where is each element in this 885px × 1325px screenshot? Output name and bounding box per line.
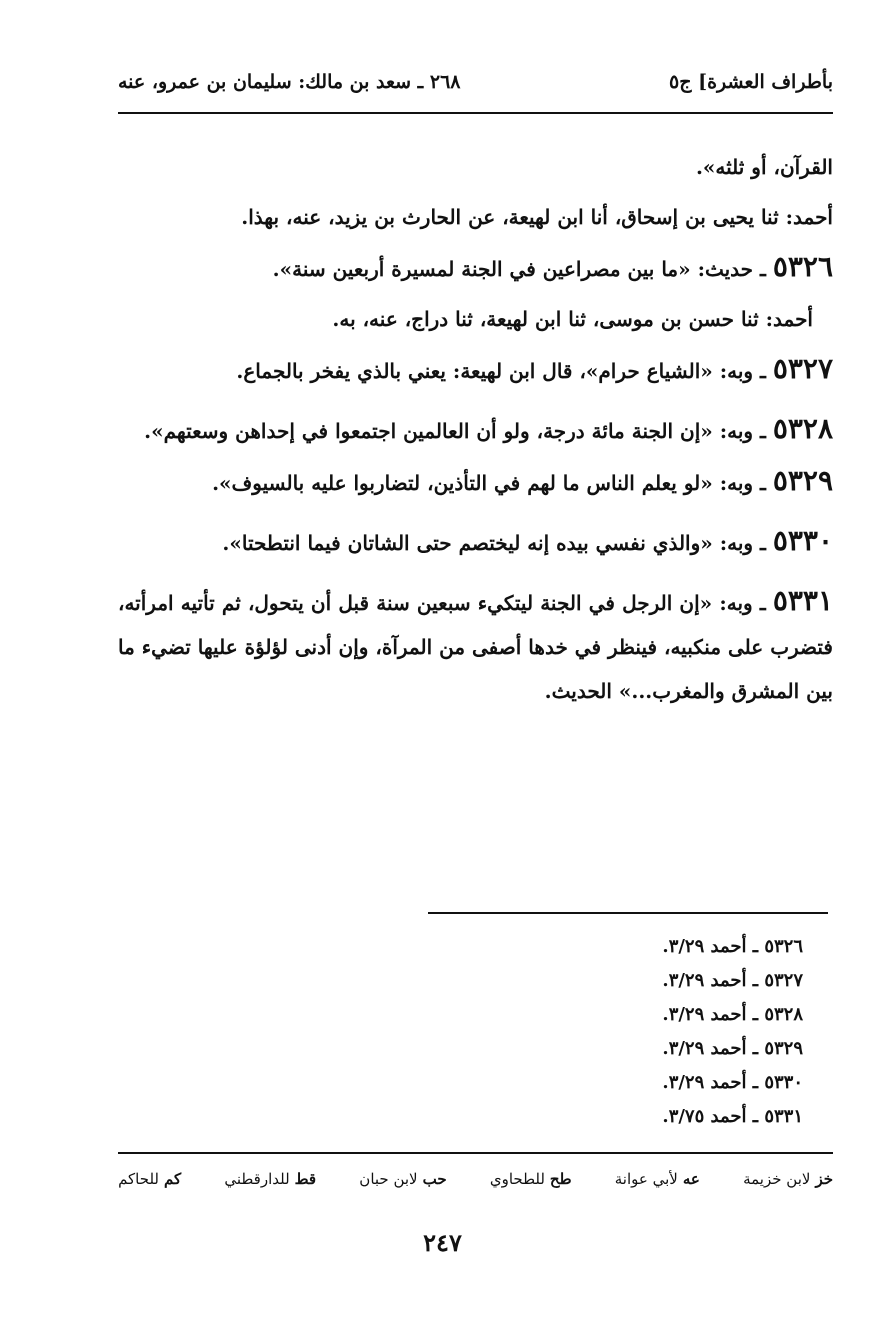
hadith-number: ٥٣٢٧ xyxy=(772,352,833,385)
hadith-entry xyxy=(118,245,833,291)
paragraph xyxy=(118,145,833,189)
abbreviation-legend xyxy=(118,1170,833,1188)
legend-code: عه xyxy=(682,1170,700,1188)
legend-label: للطحاوي xyxy=(489,1170,545,1188)
legend-code: طح xyxy=(549,1170,572,1188)
legend-item xyxy=(118,1170,181,1188)
legend-code: كم xyxy=(163,1170,182,1188)
paragraph xyxy=(118,195,833,239)
paragraph-text: أحمد: ثنا حسن بن موسى، ثنا ابن لهيعة، ثنا دراج، عنه، به. xyxy=(332,307,813,331)
legend-item xyxy=(490,1170,572,1188)
hadith-number: ٥٣٢٨ xyxy=(772,412,833,445)
hadith-number: ٥٣٢٦ xyxy=(772,250,833,283)
footnote-item: ٥٣٢٦ ـ أحمد ٣/٢٩. xyxy=(662,936,803,957)
paragraph-text: القرآن، أو ثلثه». xyxy=(695,155,833,179)
legend-divider xyxy=(118,1152,833,1154)
footnote-item: ٥٣٢٧ ـ أحمد ٣/٢٩. xyxy=(662,970,803,991)
footnote-item: ٥٣٣١ ـ أحمد ٣/٧٥. xyxy=(662,1106,803,1127)
header-section-title: ٢٦٨ ـ سعد بن مالك: سليمان بن عمرو، عنه xyxy=(118,71,461,93)
legend-item xyxy=(743,1170,833,1188)
hadith-number: ٥٣٣٠ xyxy=(772,524,833,557)
hadith-entry xyxy=(118,347,833,393)
legend-item xyxy=(615,1170,700,1188)
legend-code: حب xyxy=(422,1170,447,1188)
legend-item xyxy=(359,1170,446,1188)
legend-label: لأبي عوانة xyxy=(614,1170,678,1188)
paragraph xyxy=(118,297,833,341)
footnotes xyxy=(662,930,803,1134)
legend-label: لابن حبان xyxy=(359,1170,418,1188)
legend-code: خز xyxy=(815,1170,833,1188)
hadith-entry xyxy=(118,407,833,453)
footnote-item: ٥٣٣٠ ـ أحمد ٣/٢٩. xyxy=(662,1072,803,1093)
hadith-entry xyxy=(118,459,833,505)
footnote-item: ٥٣٢٩ ـ أحمد ٣/٢٩. xyxy=(662,1038,803,1059)
paragraph-text: أحمد: ثنا يحيى بن إسحاق، أنا ابن لهيعة، عن الحارث بن يزيد، عنه، بهذا. xyxy=(241,205,833,229)
hadith-text: ـ وبه: «والذي نفسي بيده إنه ليختصم حتى الشاتان فيما انتطحتا». xyxy=(222,531,773,555)
hadith-text: ـ حديث: «ما بين مصراعين في الجنة لمسيرة أربعين سنة». xyxy=(272,257,773,281)
header-book-title: بأطراف العشرة] ج٥ xyxy=(669,71,833,93)
legend-label: للحاكم xyxy=(118,1170,159,1188)
main-text xyxy=(118,145,833,719)
page-number: ٢٤٧ xyxy=(423,1228,462,1257)
legend-item xyxy=(224,1170,316,1188)
legend-code: قط xyxy=(294,1170,317,1188)
hadith-entry xyxy=(118,579,833,713)
legend-label: لابن خزيمة xyxy=(743,1170,811,1188)
running-header xyxy=(118,62,833,102)
hadith-number: ٥٣٢٩ xyxy=(772,464,833,497)
footnote-divider xyxy=(428,912,828,914)
hadith-entry xyxy=(118,519,833,565)
legend-label: للدارقطني xyxy=(224,1170,290,1188)
hadith-text: ـ وبه: «إن الجنة مائة درجة، ولو أن العالمين اجتمعوا في إحداهن وسعتهم». xyxy=(144,419,773,443)
hadith-text: ـ وبه: «الشياع حرام»، قال ابن لهيعة: يعني بالذي يفخر بالجماع. xyxy=(236,359,773,383)
hadith-text: ـ وبه: «لو يعلم الناس ما لهم في التأذين، لتضاربوا عليه بالسيوف». xyxy=(212,471,773,495)
header-divider xyxy=(118,112,833,114)
footnote-item: ٥٣٢٨ ـ أحمد ٣/٢٩. xyxy=(662,1004,803,1025)
hadith-text: ـ وبه: «إن الرجل في الجنة ليتكيء سبعين سنة قبل أن يتحول، ثم تأتيه امرأته، فتضرب على منكبيه، فينظر في خدها أصفى من المرآة، وإن أدنى لؤلؤة عليها تضيء ما بين المشرق والمغرب...» الحديث. xyxy=(118,591,833,703)
hadith-number: ٥٣٣١ xyxy=(772,584,833,617)
